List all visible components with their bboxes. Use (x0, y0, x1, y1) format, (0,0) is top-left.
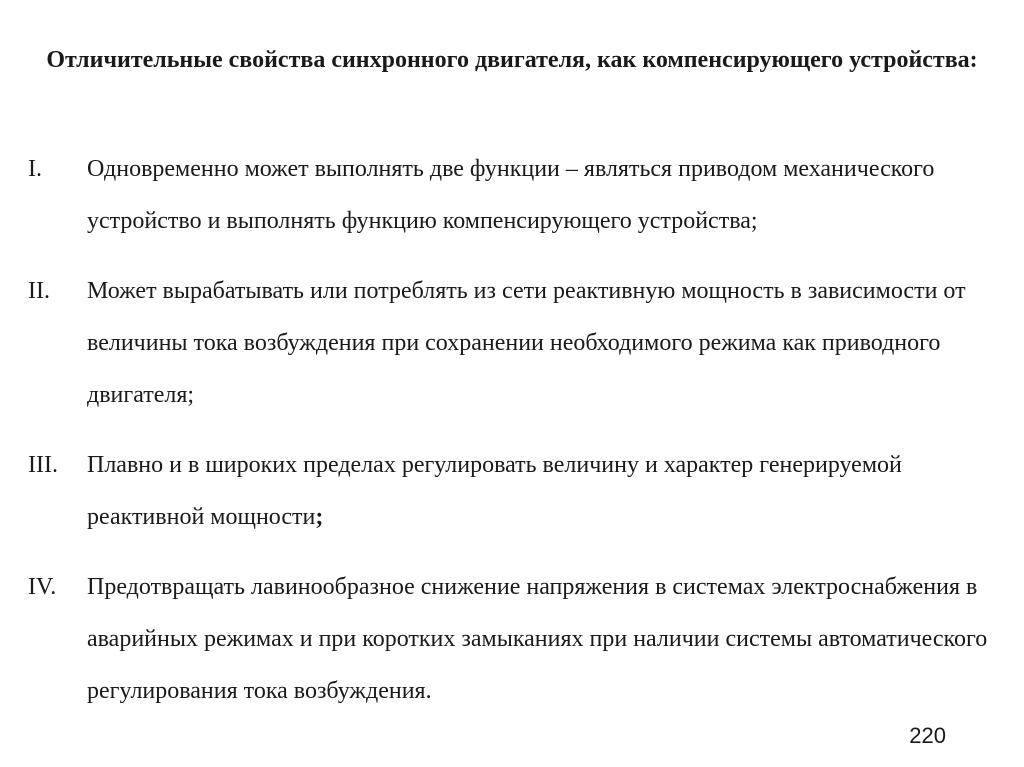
list-item-number: I. (28, 156, 42, 182)
slide-title: Отличительные свойства синхронного двигателя, как компенсирующего устройства: (46, 47, 978, 73)
properties-list (0, 143, 1024, 735)
list-item-text-wrapper (87, 439, 992, 543)
list-item (0, 439, 1024, 543)
list-item (0, 265, 1024, 421)
page-number: 220 (909, 723, 946, 748)
list-item-text: Плавно и в широких пределах регулировать величину и характер генерируемой реактивной мощности (87, 452, 902, 530)
list-item-trailing-punctuation: ; (315, 504, 324, 530)
list-item-number: III. (28, 452, 58, 478)
list-item-text: Одновременно может выполнять две функции – являться приводом механического устройство и выполнять функцию компенсирующего устройства; (87, 156, 935, 234)
list-item-text: Может вырабатывать или потреблять из сети реактивную мощность в зависимости от величины тока возбуждения при сохранении необходимого режима как приводного двигателя; (87, 278, 966, 408)
list-item (0, 561, 1024, 717)
list-item-number: II. (28, 278, 50, 304)
list-item-number: IV. (28, 574, 57, 600)
list-item (0, 143, 1024, 247)
list-item-text: Предотвращать лавинообразное снижение напряжения в системах электроснабжения в аварийных режимах и при коротких замыканиях при наличии системы автоматического регулирования тока возбуждения. (87, 574, 988, 704)
